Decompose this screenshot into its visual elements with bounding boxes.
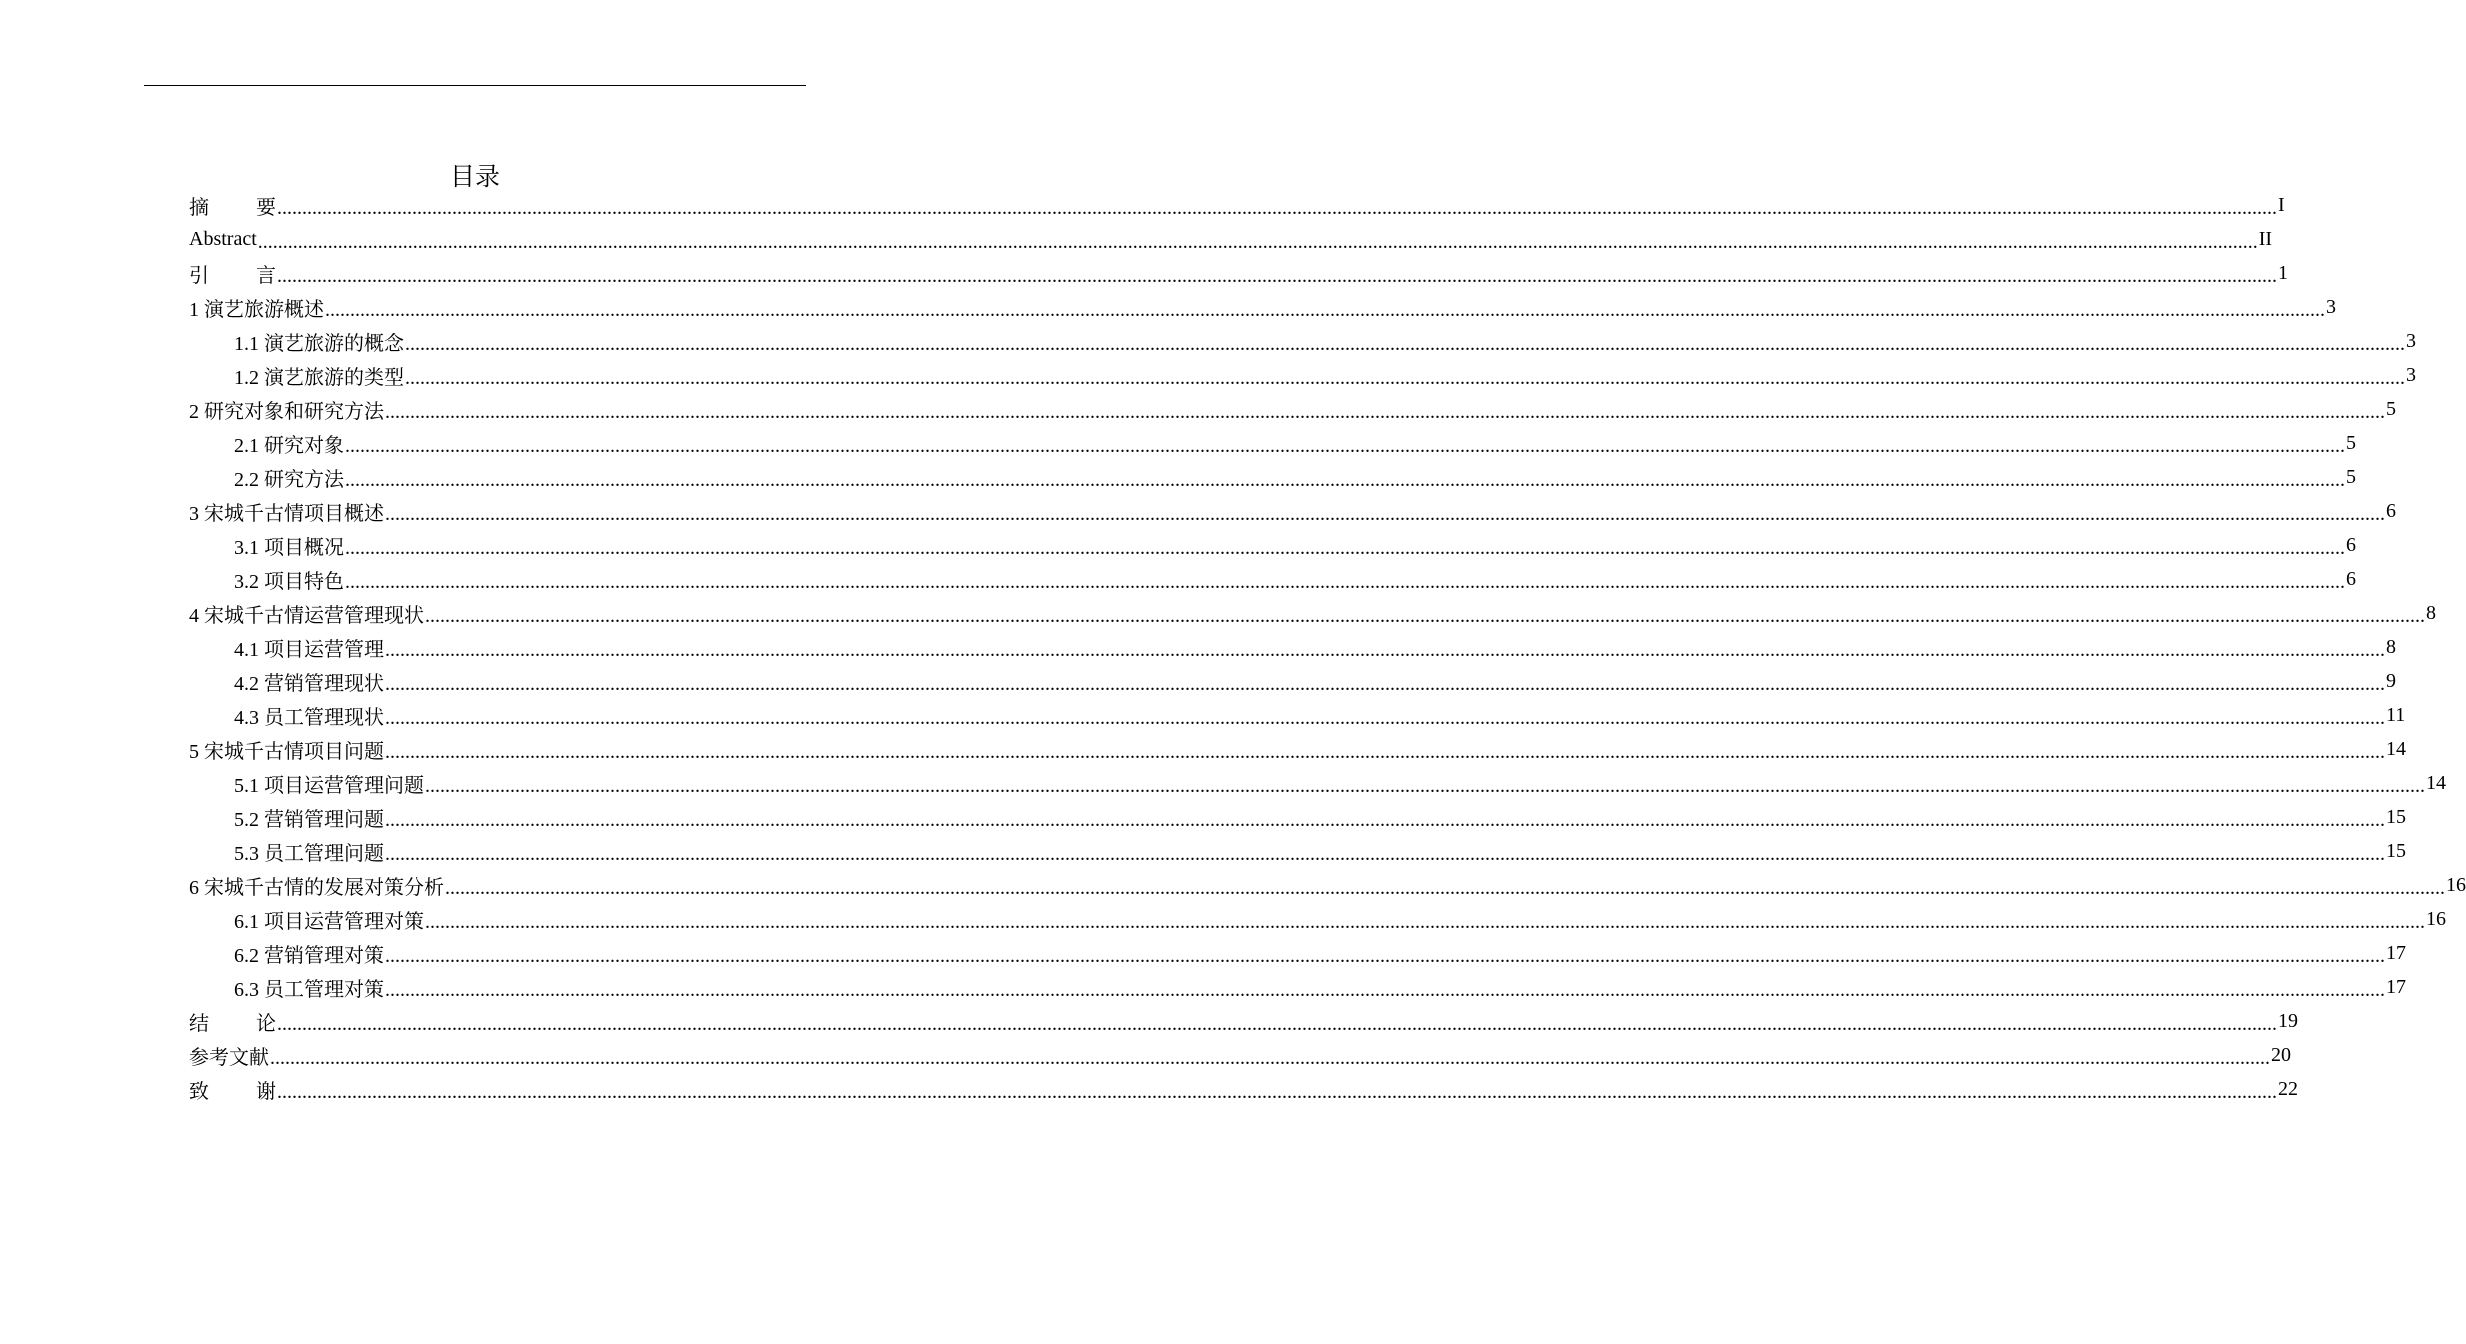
toc-entry[interactable] [189,1004,2298,1038]
toc-entry[interactable] [189,1038,2291,1072]
toc-entry[interactable] [189,902,2446,936]
toc-leader-dots: ................................................................................................................................................................................................................................................................................................................................................................................................................ [345,469,2345,491]
toc-title: 目录 [449,162,500,191]
toc-entry[interactable] [189,528,2356,562]
toc-entry-page-number: 6 [2346,567,2356,590]
toc-entry[interactable] [189,732,2406,766]
toc-entry[interactable] [189,426,2356,460]
toc-entry-page-number: 5 [2386,397,2396,420]
toc-entry-label: 4.3 员工管理现状 [234,706,384,729]
toc-entry-page-number: II [2258,227,2273,250]
toc-entry-page-number: 16 [2446,873,2466,896]
toc-entry-label: Abstract [189,227,257,250]
toc-entry-label: 6.3 员工管理对策 [234,978,384,1001]
toc-entry-page-number: 6 [2346,533,2356,556]
toc-entry-page-number: I [2278,193,2285,216]
toc-entry[interactable] [189,256,2288,290]
toc-leader-dots: ................................................................................................................................................................................................................................................................................................................................................................................................................ [385,843,2385,865]
toc-leader-dots: ................................................................................................................................................................................................................................................................................................................................................................................................................ [257,231,2258,253]
toc-entry-label: 1.1 演艺旅游的概念 [234,332,404,355]
toc-entry[interactable] [189,766,2446,800]
toc-entry-page-number: 5 [2346,431,2356,454]
toc-entry-page-number: 11 [2386,703,2406,726]
toc-entry[interactable] [189,630,2396,664]
toc-leader-dots: ................................................................................................................................................................................................................................................................................................................................................................................................................ [385,809,2385,831]
toc-leader-dots: ................................................................................................................................................................................................................................................................................................................................................................................................................ [325,299,2325,321]
toc-entry-page-number: 14 [2426,771,2446,794]
toc-entry-label: 6.2 营销管理对策 [234,944,384,967]
toc-entry-label: 5 宋城千古情项目问题 [189,740,384,763]
toc-leader-dots: ................................................................................................................................................................................................................................................................................................................................................................................................................ [405,367,2405,389]
toc-entry-page-number: 17 [2386,941,2406,964]
toc-entry[interactable] [189,494,2396,528]
toc-leader-dots: ................................................................................................................................................................................................................................................................................................................................................................................................................ [385,503,2385,525]
toc-entry-page-number: 19 [2278,1009,2298,1032]
toc-entry-page-number: 16 [2426,907,2446,930]
toc-entry-label: 4.2 营销管理现状 [234,672,384,695]
toc-entry-label: 5.3 员工管理问题 [234,842,384,865]
toc-entry-label: 6.1 项目运营管理对策 [234,910,424,933]
toc-entry-page-number: 8 [2386,635,2396,658]
toc-entry[interactable] [189,290,2336,324]
toc-entry-page-number: 8 [2426,601,2436,624]
toc-leader-dots: ................................................................................................................................................................................................................................................................................................................................................................................................................ [277,1013,2277,1035]
toc-entry[interactable] [189,562,2356,596]
toc-leader-dots: ................................................................................................................................................................................................................................................................................................................................................................................................................ [345,571,2345,593]
toc-entry-label: 2 研究对象和研究方法 [189,400,384,423]
toc-entry[interactable] [189,970,2406,1004]
toc-leader-dots: ................................................................................................................................................................................................................................................................................................................................................................................................................ [385,707,2385,729]
toc-leader-dots: ................................................................................................................................................................................................................................................................................................................................................................................................................ [425,775,2425,797]
toc-entry-page-number: 15 [2386,805,2406,828]
toc-entry-label: 致 谢 [189,1080,276,1103]
toc-entry[interactable] [189,868,2466,902]
toc-entry-page-number: 15 [2386,839,2406,862]
toc-entry-label: 3.1 项目概况 [234,536,344,559]
toc-leader-dots: ................................................................................................................................................................................................................................................................................................................................................................................................................ [425,605,2425,627]
toc-leader-dots: ................................................................................................................................................................................................................................................................................................................................................................................................................ [405,333,2405,355]
toc-entry[interactable] [189,936,2406,970]
toc-entry-page-number: 1 [2278,261,2288,284]
toc-entry-label: 5.2 营销管理问题 [234,808,384,831]
toc-leader-dots: ................................................................................................................................................................................................................................................................................................................................................................................................................ [277,1081,2277,1103]
toc-entry-page-number: 17 [2386,975,2406,998]
toc-entry[interactable] [189,1072,2298,1106]
toc-entry[interactable] [189,392,2396,426]
toc-entry[interactable] [189,222,2273,256]
toc-entry-label: 摘 要 [189,196,276,219]
toc-entry-page-number: 20 [2271,1043,2291,1066]
toc-leader-dots: ................................................................................................................................................................................................................................................................................................................................................................................................................ [385,639,2385,661]
toc-leader-dots: ................................................................................................................................................................................................................................................................................................................................................................................................................ [385,401,2385,423]
toc-entry-label: 4.1 项目运营管理 [234,638,384,661]
toc-entry-label: 5.1 项目运营管理问题 [234,774,424,797]
toc-entry[interactable] [189,800,2406,834]
toc-entry-page-number: 9 [2386,669,2396,692]
header-rule [144,85,806,86]
toc-entry[interactable] [189,698,2406,732]
toc-entry-label: 6 宋城千古情的发展对策分析 [189,876,444,899]
toc-entry-label: 3.2 项目特色 [234,570,344,593]
toc-leader-dots: ................................................................................................................................................................................................................................................................................................................................................................................................................ [445,877,2445,899]
toc-entry[interactable] [189,596,2436,630]
toc-entry[interactable] [189,358,2416,392]
toc-entry-label: 参考文献 [189,1046,269,1069]
toc-leader-dots: ................................................................................................................................................................................................................................................................................................................................................................................................................ [277,265,2277,287]
toc-entry-label: 2.2 研究方法 [234,468,344,491]
toc-entry-page-number: 22 [2278,1077,2298,1100]
toc-leader-dots: ................................................................................................................................................................................................................................................................................................................................................................................................................ [345,435,2345,457]
toc-leader-dots: ................................................................................................................................................................................................................................................................................................................................................................................................................ [385,673,2385,695]
toc-entry[interactable] [189,664,2396,698]
toc-entry-label: 引 言 [189,264,276,287]
toc-entry[interactable] [189,460,2356,494]
toc-entry-label: 2.1 研究对象 [234,434,344,457]
toc-entry-page-number: 3 [2326,295,2336,318]
toc-entry[interactable] [189,834,2406,868]
toc-entry-page-number: 3 [2406,329,2416,352]
toc-entry-page-number: 14 [2386,737,2406,760]
toc-leader-dots: ................................................................................................................................................................................................................................................................................................................................................................................................................ [385,741,2385,763]
toc-entry[interactable] [189,324,2416,358]
toc-entry-label: 1.2 演艺旅游的类型 [234,366,404,389]
toc-entry-label: 4 宋城千古情运营管理现状 [189,604,424,627]
toc-leader-dots: ................................................................................................................................................................................................................................................................................................................................................................................................................ [345,537,2345,559]
toc-entry-page-number: 6 [2386,499,2396,522]
toc-entry-page-number: 5 [2346,465,2356,488]
toc-entry-label: 1 演艺旅游概述 [189,298,324,321]
toc-leader-dots: ................................................................................................................................................................................................................................................................................................................................................................................................................ [385,979,2385,1001]
toc-entry[interactable] [189,188,2285,222]
toc-leader-dots: ................................................................................................................................................................................................................................................................................................................................................................................................................ [270,1047,2270,1069]
toc-leader-dots: ................................................................................................................................................................................................................................................................................................................................................................................................................ [425,911,2425,933]
table-of-contents [189,188,2466,1106]
toc-leader-dots: ................................................................................................................................................................................................................................................................................................................................................................................................................ [385,945,2385,967]
toc-entry-label: 结 论 [189,1012,276,1035]
toc-entry-page-number: 3 [2406,363,2416,386]
toc-entry-label: 3 宋城千古情项目概述 [189,502,384,525]
toc-leader-dots: ................................................................................................................................................................................................................................................................................................................................................................................................................ [277,197,2277,219]
